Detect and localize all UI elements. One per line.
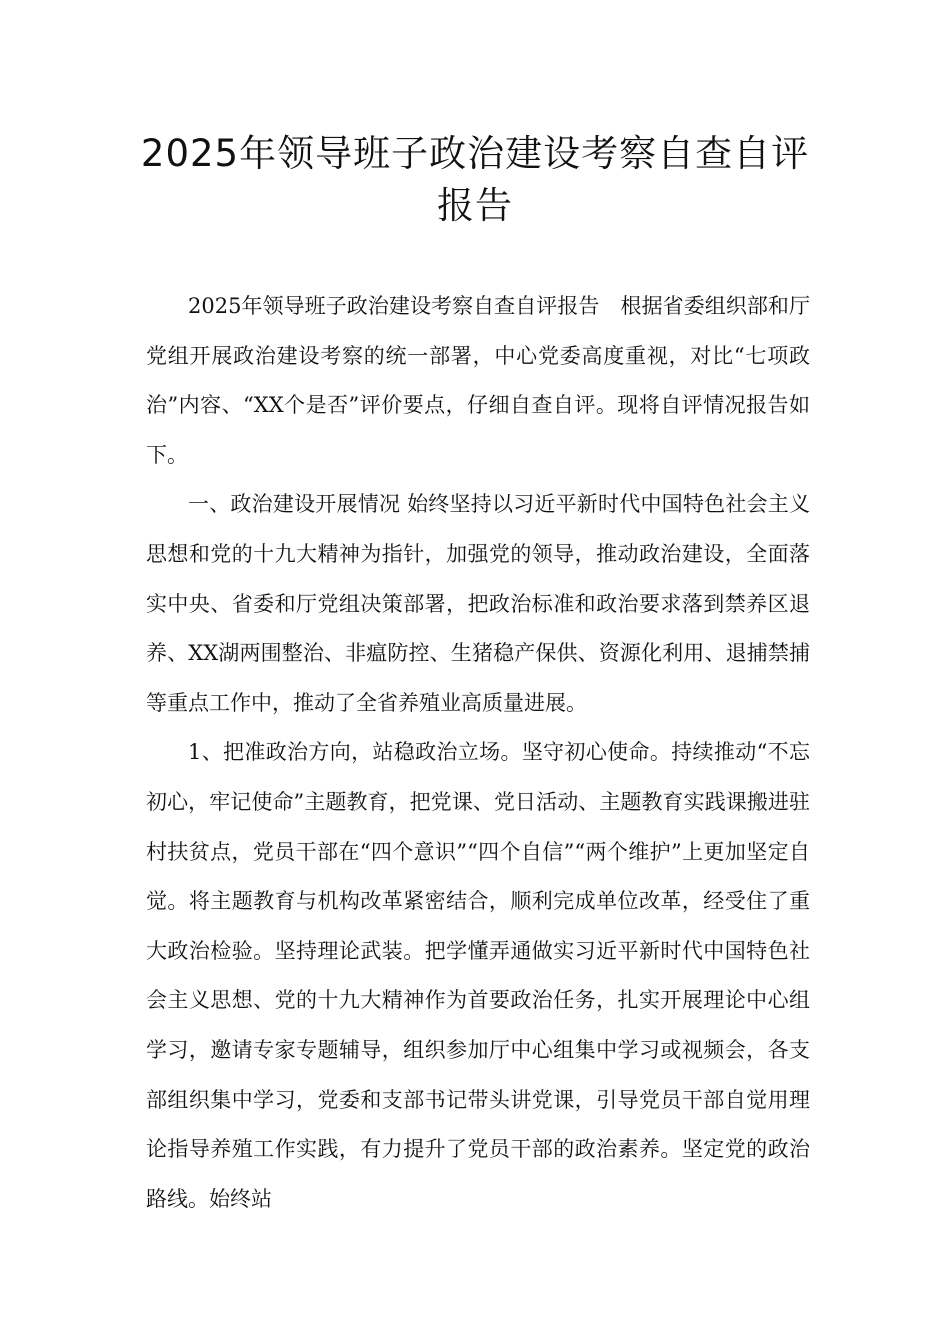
- document-body: [146, 282, 810, 1224]
- document-title-line-1: 2025年领导班子政治建设考察自查自评: [140, 132, 810, 175]
- paragraph-intro: 2025年领导班子政治建设考察自查自评报告 根据省委组织部和厅党组开展政治建设考察的统一部署，中心党委高度重视，对比“七项政治”内容、“XX个是否”评价要点，仔细自查自评。现将自评情况报告如下。: [146, 294, 810, 467]
- paragraph-section-one: 一、政治建设开展情况 始终坚持以习近平新时代中国特色社会主义思想和党的十九大精神为指针，加强党的领导，推动政治建设，全面落实中央、省委和厅党组决策部署，把政治标准和政治要求落到禁养区退养、XX湖两围整治、非瘟防控、生猪稳产保供、资源化利用、退捕禁捕等重点工作中，推动了全省养殖业高质量进展。: [146, 492, 810, 715]
- document-title: [120, 128, 830, 232]
- paragraph-item-one: 1、把准政治方向，站稳政治立场。坚守初心使命。持续推动“不忘初心，牢记使命”主题教育，把党课、党日活动、主题教育实践课搬进驻村扶贫点，党员干部在“四个意识”“四个自信”“两个维护”上更加坚定自觉。将主题教育与机构改革紧密结合，顺利完成单位改革，经受住了重大政治检验。坚持理论武装。把学懂弄通做实习近平新时代中国特色社会主义思想、党的十九大精神作为首要政治任务，扎实开展理论中心组学习，邀请专家专题辅导，组织参加厅中心组集中学习或视频会，各支部组织集中学习，党委和支部书记带头讲党课，引导党员干部自觉用理论指导养殖工作实践，有力提升了党员干部的政治素养。坚定党的政治路线。始终站: [146, 740, 810, 1211]
- document-title-line-2: 报告: [437, 184, 513, 227]
